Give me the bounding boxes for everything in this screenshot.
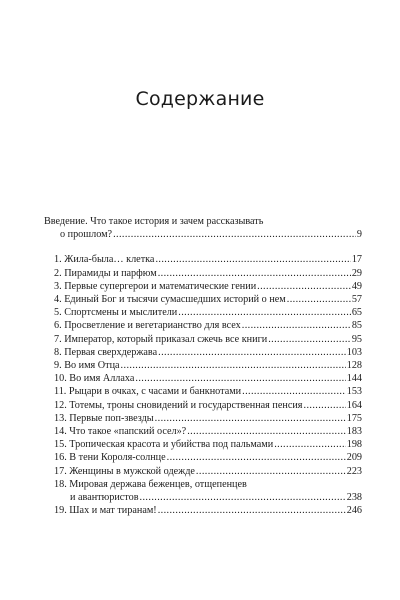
dot-leader <box>304 399 346 412</box>
toc-entry-label: 3. Первые супергерои и математические гении <box>54 280 257 292</box>
dot-leader <box>158 504 346 517</box>
toc-entry <box>44 267 362 280</box>
toc-entry-label: 11. Рыцари в очках, с часами и банкнотами <box>54 386 242 398</box>
toc-entry-page: 153 <box>346 386 362 398</box>
toc-entry-label: 13. Первые поп-звезды <box>54 412 154 424</box>
toc-entry-label: 19. Шах и мат тиранам! <box>54 505 157 517</box>
dot-leader <box>196 465 346 478</box>
toc-entry-page: 29 <box>351 267 362 279</box>
toc-entry-label-continued: и авантюристов <box>70 492 139 504</box>
toc-entry-page: 128 <box>346 360 362 372</box>
dot-leader <box>121 359 346 372</box>
toc-entry-label: 4. Единый Бог и тысячи сумасшедших историй о нем <box>54 294 286 306</box>
toc-entry <box>44 280 362 293</box>
toc-entry <box>44 451 362 464</box>
toc-entry-label: 6. Просветление и вегетарианство для всех <box>54 320 241 332</box>
page-title: Содержание <box>135 88 265 110</box>
toc-entry-page: 164 <box>346 399 362 411</box>
dot-leader <box>268 333 351 346</box>
toc-intro-title: Введение. Что такое история и зачем рассказывать <box>44 216 264 227</box>
dot-leader <box>257 280 351 293</box>
toc-entry <box>44 319 362 332</box>
toc-entry-label: 1. Жила-была… клетка <box>54 254 155 266</box>
toc-entry-label: 18. Мировая держава беженцев, отщепенцев <box>54 478 247 490</box>
dot-leader <box>242 385 346 398</box>
toc-entry-page: 95 <box>351 333 362 345</box>
toc-entry-label: 17. Женщины в мужской одежде <box>54 465 195 477</box>
toc-entry <box>44 399 362 412</box>
toc-entry-label: 10. Во имя Аллаха <box>54 373 135 385</box>
toc-intro <box>44 215 362 241</box>
toc-entry-page: 17 <box>351 254 362 266</box>
dot-leader <box>155 253 350 266</box>
toc-entry <box>44 438 362 451</box>
dot-leader <box>187 425 346 438</box>
dot-leader <box>113 228 356 241</box>
dot-leader <box>167 451 346 464</box>
dot-leader <box>140 491 346 504</box>
toc-entry-page: 65 <box>351 307 362 319</box>
toc-entry-label: 12. Тотемы, троны сновидений и государственная пенсия <box>54 399 303 411</box>
toc-entry <box>44 491 362 504</box>
toc-entry <box>44 306 362 319</box>
table-of-contents <box>44 215 362 517</box>
toc-entry-page: 198 <box>346 439 362 451</box>
toc-entry-page: 103 <box>346 346 362 358</box>
dot-leader <box>135 372 345 385</box>
toc-intro-entry <box>44 228 362 241</box>
toc-intro-title-continued: о прошлом? <box>60 229 113 241</box>
toc-entry <box>44 293 362 306</box>
toc-entry-page: 57 <box>351 294 362 306</box>
toc-entry-label: 2. Пирамиды и парфюм <box>54 267 157 279</box>
dot-leader <box>178 306 351 319</box>
toc-entry-page: 209 <box>346 452 362 464</box>
toc-entry-label: 14. Что такое «папский осел»? <box>54 426 187 438</box>
toc-entry-page: 238 <box>346 492 362 504</box>
toc-entry-label: 5. Спортсмены и мыслители <box>54 307 178 319</box>
toc-entry <box>44 385 362 398</box>
toc-entry <box>44 425 362 438</box>
toc-entry-label: 8. Первая сверхдержава <box>54 346 158 358</box>
toc-entry <box>44 346 362 359</box>
toc-entry <box>44 372 362 385</box>
toc-entry <box>44 412 362 425</box>
toc-entry-page: 175 <box>346 412 362 424</box>
toc-entry <box>44 465 362 478</box>
toc-entry-page: 49 <box>351 280 362 292</box>
toc-entry <box>44 504 362 517</box>
toc-entry-label: 7. Император, который приказал сжечь все книги <box>54 333 268 345</box>
dot-leader <box>158 267 351 280</box>
toc-entry-page: 223 <box>346 465 362 477</box>
toc-entry-label: 15. Тропическая красота и убийства под пальмами <box>54 439 274 451</box>
dot-leader <box>274 438 346 451</box>
toc-entry-page: 246 <box>346 505 362 517</box>
toc-entry-page: 85 <box>351 320 362 332</box>
dot-leader <box>287 293 351 306</box>
toc-entry-label: 9. Во имя Отца <box>54 360 120 372</box>
toc-entry <box>44 333 362 346</box>
toc-entry-label: 16. В тени Короля-солнце <box>54 452 166 464</box>
dot-leader <box>155 412 346 425</box>
dot-leader <box>158 346 346 359</box>
toc-entry-page: 183 <box>346 426 362 438</box>
toc-entry <box>44 253 362 266</box>
toc-entry <box>44 359 362 372</box>
dot-leader <box>242 319 351 332</box>
toc-intro-page: 9 <box>356 229 362 241</box>
toc-entry-page: 144 <box>346 373 362 385</box>
